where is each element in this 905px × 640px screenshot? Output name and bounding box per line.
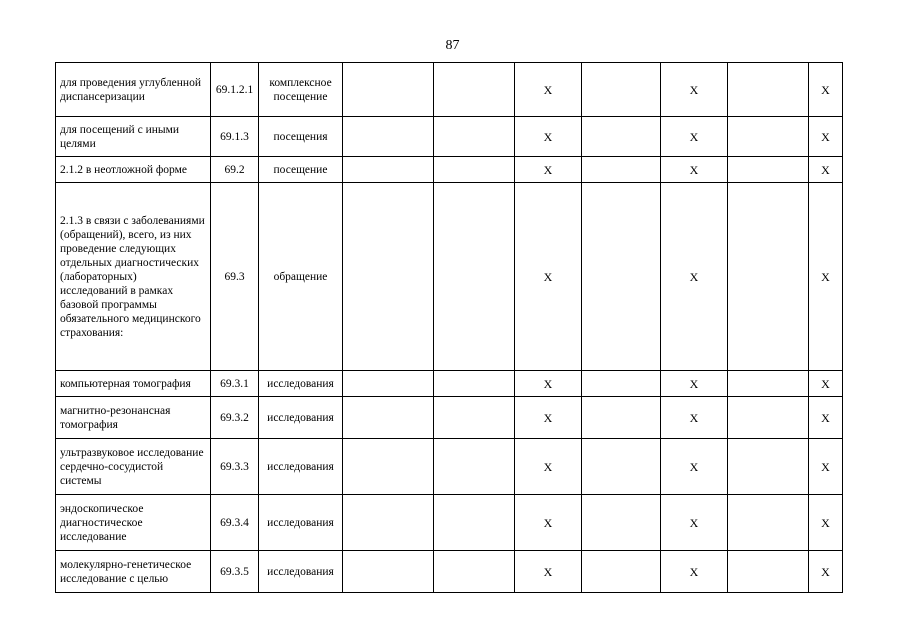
row-value-cell: X (515, 157, 582, 183)
row-code-cell: 69.3.4 (211, 495, 259, 551)
row-value-cell: X (661, 371, 728, 397)
row-value-cell (728, 439, 809, 495)
row-value-cell (582, 397, 661, 439)
row-value-cell: X (515, 371, 582, 397)
row-value-cell: X (809, 183, 843, 371)
row-value-cell (434, 117, 515, 157)
row-name-cell: для проведения углубленной диспансеризации (56, 63, 211, 117)
row-code-cell: 69.2 (211, 157, 259, 183)
table-row (56, 439, 843, 495)
row-value-cell (343, 397, 434, 439)
row-value-cell (434, 495, 515, 551)
row-unit-cell: исследования (259, 551, 343, 593)
row-value-cell (343, 183, 434, 371)
row-value-cell (728, 117, 809, 157)
row-name-cell: молекулярно-генетическое исследование с целью (56, 551, 211, 593)
row-value-cell (434, 551, 515, 593)
table-row (56, 371, 843, 397)
row-value-cell: X (661, 439, 728, 495)
row-value-cell (582, 157, 661, 183)
row-name-cell: 2.1.2 в неотложной форме (56, 157, 211, 183)
row-value-cell: X (661, 551, 728, 593)
row-value-cell (343, 63, 434, 117)
row-value-cell: X (809, 439, 843, 495)
row-value-cell (582, 495, 661, 551)
row-value-cell (343, 157, 434, 183)
row-code-cell: 69.3.5 (211, 551, 259, 593)
row-value-cell (582, 371, 661, 397)
row-unit-cell: исследования (259, 397, 343, 439)
row-value-cell (434, 371, 515, 397)
row-code-cell: 69.3.2 (211, 397, 259, 439)
row-name-cell: магнитно-резонансная томография (56, 397, 211, 439)
table-row (56, 63, 843, 117)
row-unit-cell: посещение (259, 157, 343, 183)
row-value-cell (582, 117, 661, 157)
row-value-cell (728, 183, 809, 371)
table-row (56, 551, 843, 593)
row-value-cell (343, 495, 434, 551)
row-value-cell: X (809, 551, 843, 593)
row-unit-cell: исследования (259, 439, 343, 495)
row-code-cell: 69.3.1 (211, 371, 259, 397)
row-value-cell: X (515, 183, 582, 371)
row-unit-cell: посещения (259, 117, 343, 157)
row-value-cell (728, 397, 809, 439)
row-value-cell (582, 183, 661, 371)
row-value-cell: X (809, 117, 843, 157)
row-value-cell (434, 157, 515, 183)
table-row (56, 397, 843, 439)
row-value-cell (728, 551, 809, 593)
row-value-cell (343, 371, 434, 397)
row-value-cell: X (661, 183, 728, 371)
row-value-cell (728, 495, 809, 551)
row-value-cell (343, 439, 434, 495)
row-value-cell (343, 117, 434, 157)
row-value-cell: X (809, 495, 843, 551)
row-value-cell: X (661, 63, 728, 117)
row-value-cell (434, 439, 515, 495)
row-value-cell (434, 397, 515, 439)
row-name-cell: компьютерная томография (56, 371, 211, 397)
row-value-cell (434, 183, 515, 371)
row-value-cell: X (809, 63, 843, 117)
row-code-cell: 69.3.3 (211, 439, 259, 495)
table-row (56, 157, 843, 183)
table-body (56, 63, 843, 593)
row-value-cell (582, 551, 661, 593)
row-value-cell (434, 63, 515, 117)
row-name-cell: ультразвуковое исследование сердечно-сосудистой системы (56, 439, 211, 495)
row-unit-cell: исследования (259, 495, 343, 551)
row-value-cell: X (661, 397, 728, 439)
row-value-cell: X (809, 371, 843, 397)
row-value-cell: X (515, 495, 582, 551)
row-unit-cell: исследования (259, 371, 343, 397)
row-value-cell (582, 63, 661, 117)
row-unit-cell: комплексное посещение (259, 63, 343, 117)
page-number: 87 (445, 38, 460, 53)
row-name-cell: 2.1.3 в связи с заболеваниями (обращений), всего, из них проведение следующих отдельных диагностических (лабораторных) исследований в рамках базовой программы обязательного медицинского страхования: (56, 183, 211, 371)
row-value-cell: X (661, 495, 728, 551)
row-name-cell: эндоскопическое диагностическое исследование (56, 495, 211, 551)
row-value-cell: X (809, 157, 843, 183)
row-value-cell: X (515, 439, 582, 495)
row-value-cell (728, 63, 809, 117)
row-value-cell: X (809, 397, 843, 439)
row-code-cell: 69.3 (211, 183, 259, 371)
row-value-cell: X (661, 117, 728, 157)
row-value-cell: X (661, 157, 728, 183)
row-code-cell: 69.1.3 (211, 117, 259, 157)
data-table (55, 62, 843, 593)
table-row (56, 183, 843, 371)
row-value-cell (728, 371, 809, 397)
row-value-cell (582, 439, 661, 495)
row-value-cell: X (515, 397, 582, 439)
table-row (56, 495, 843, 551)
row-value-cell: X (515, 551, 582, 593)
row-code-cell: 69.1.2.1 (211, 63, 259, 117)
row-value-cell (728, 157, 809, 183)
row-value-cell (343, 551, 434, 593)
row-value-cell: X (515, 117, 582, 157)
row-unit-cell: обращение (259, 183, 343, 371)
table-row (56, 117, 843, 157)
row-name-cell: для посещений с иными целями (56, 117, 211, 157)
row-value-cell: X (515, 63, 582, 117)
